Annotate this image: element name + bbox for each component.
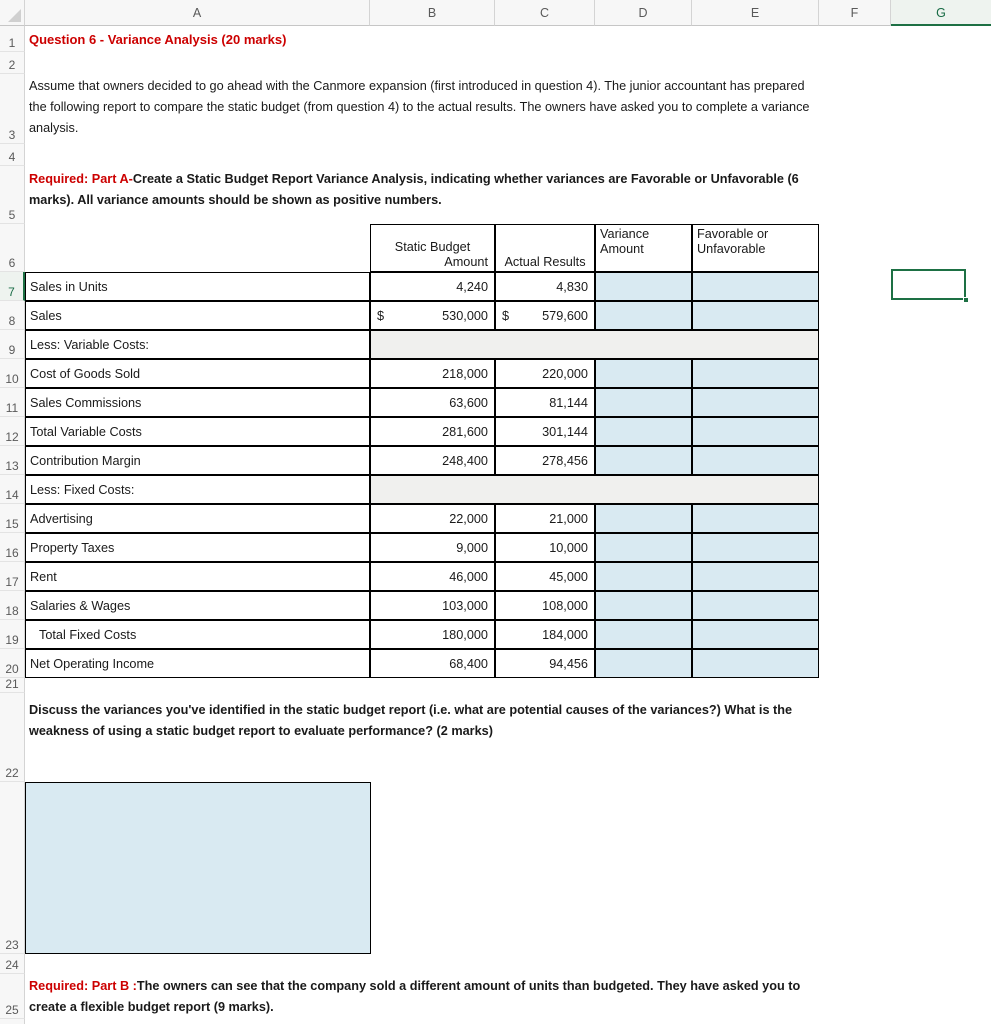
row-header-21[interactable]: 21	[0, 678, 25, 693]
cell-variance-input[interactable]	[595, 359, 692, 388]
row-header-3[interactable]: 3	[0, 74, 25, 144]
active-cell-g7[interactable]	[891, 269, 966, 300]
cell-fav-input[interactable]	[692, 272, 819, 301]
column-header-g-label: G	[936, 6, 946, 20]
variance-line1: Variance	[600, 227, 650, 241]
column-header-d-label: D	[638, 6, 648, 20]
table-row[interactable]: Total Variable Costs	[25, 417, 370, 446]
table-row[interactable]: Sales	[25, 301, 370, 330]
table-row[interactable]: Sales Commissions	[25, 388, 370, 417]
column-header-c[interactable]	[495, 0, 595, 26]
row-header-14[interactable]: 14	[0, 475, 25, 504]
column-header-d[interactable]	[595, 0, 692, 26]
currency-symbol: $	[377, 308, 385, 323]
row-header-12[interactable]: 12	[0, 417, 25, 446]
cell-actual[interactable]: 301,144	[495, 417, 595, 446]
cell-budget[interactable]: 63,600	[370, 388, 495, 417]
table-header-variance-amount[interactable]	[595, 224, 692, 272]
select-all-triangle-icon	[8, 9, 21, 22]
row-header-18[interactable]: 18	[0, 591, 25, 620]
cell-actual[interactable]: 94,456	[495, 649, 595, 678]
cell-variance-input[interactable]	[595, 301, 692, 330]
cell-fav-input[interactable]	[692, 301, 819, 330]
cell-fav-input[interactable]	[692, 446, 819, 475]
cell-section-spacer[interactable]	[370, 475, 819, 504]
row-header-2[interactable]: 2	[0, 52, 25, 74]
table-header-actual-results[interactable]	[495, 224, 595, 272]
cell-variance-input[interactable]	[595, 533, 692, 562]
cell-variance-input[interactable]	[595, 417, 692, 446]
column-header-f-label: F	[850, 6, 859, 20]
table-row[interactable]: Advertising	[25, 504, 370, 533]
row-header-8[interactable]: 8	[0, 301, 25, 330]
fav-line2: Unfavorable	[697, 241, 766, 256]
cell-actual[interactable]: 220,000	[495, 359, 595, 388]
cell-actual[interactable]: 4,830	[495, 272, 595, 301]
cell-budget[interactable]: 68,400	[370, 649, 495, 678]
row-header-17[interactable]: 17	[0, 562, 25, 591]
cell-budget[interactable]: 281,600	[370, 417, 495, 446]
cell-a3-intro[interactable]	[29, 74, 819, 144]
column-header-c-label: C	[539, 6, 550, 20]
variance-line2: Amount	[600, 241, 644, 256]
currency-symbol: $	[502, 308, 510, 323]
row-header-24[interactable]: 24	[0, 954, 25, 974]
table-row[interactable]: Cost of Goods Sold	[25, 359, 370, 388]
cell-fav-input[interactable]	[692, 359, 819, 388]
table-row[interactable]: Rent	[25, 562, 370, 591]
part-b-label: Required: Part B :	[29, 979, 137, 993]
row-header-11[interactable]: 11	[0, 388, 25, 417]
row-header-15[interactable]: 15	[0, 504, 25, 533]
cell-actual[interactable]: 108,000	[495, 591, 595, 620]
column-header-e-label: E	[750, 6, 760, 20]
column-header-g[interactable]	[891, 0, 991, 26]
part-a-text: Create a Static Budget Report Variance Analysis, indicating whether variances are Favorable or Unfavorable (6 marks). All variance amounts should be shown as positive numbers.	[29, 172, 799, 207]
cell-variance-input[interactable]	[595, 388, 692, 417]
table-row[interactable]: Contribution Margin	[25, 446, 370, 475]
cell-a1-title[interactable]	[29, 26, 729, 52]
fav-line1: Favorable or	[697, 227, 769, 241]
cell-variance-input[interactable]	[595, 620, 692, 649]
column-header-a[interactable]	[25, 0, 370, 26]
table-row[interactable]: Property Taxes	[25, 533, 370, 562]
cell-a25-part-b[interactable]	[29, 974, 819, 1024]
row-header-4[interactable]: 4	[0, 144, 25, 166]
cell-actual[interactable]: 184,000	[495, 620, 595, 649]
cell-actual[interactable]: 10,000	[495, 533, 595, 562]
column-header-a-label: A	[192, 6, 202, 20]
cell-budget[interactable]: 4,240	[370, 272, 495, 301]
cell-fav-input[interactable]	[692, 417, 819, 446]
cell-actual[interactable]: 21,000	[495, 504, 595, 533]
intro-paragraph: Assume that owners decided to go ahead with the Canmore expansion (first introduced in question 4). The junior accountant has prepared the following report to compare the static budget (from question 4) to the actual results. The owners have asked you to complete a variance analysis.	[29, 79, 810, 135]
column-header-b-label: B	[427, 6, 437, 20]
cell-area	[25, 26, 991, 1024]
question-title: Question 6 - Variance Analysis (20 marks)	[29, 31, 287, 47]
table-header-favorable-unfavorable[interactable]	[692, 224, 819, 272]
cell-actual[interactable]: $ 579,600	[495, 301, 595, 330]
table-row[interactable]: Salaries & Wages	[25, 591, 370, 620]
row-header-6[interactable]: 6	[0, 224, 25, 272]
cell-budget[interactable]: 103,000	[370, 591, 495, 620]
cell-variance-input[interactable]	[595, 591, 692, 620]
cell-actual[interactable]: 45,000	[495, 562, 595, 591]
static-budget-line2: Amount	[444, 254, 488, 269]
cell-budget[interactable]: $ 530,000	[370, 301, 495, 330]
cell-fav-input[interactable]	[692, 620, 819, 649]
cell-variance-input[interactable]	[595, 272, 692, 301]
column-header-b[interactable]	[370, 0, 495, 26]
cell-budget[interactable]: 9,000	[370, 533, 495, 562]
cell-budget[interactable]: 218,000	[370, 359, 495, 388]
cell-fav-input[interactable]	[692, 649, 819, 678]
part-a-label: Required: Part A-	[29, 172, 133, 186]
column-header-e[interactable]	[692, 0, 819, 26]
cell-actual[interactable]: 278,456	[495, 446, 595, 475]
select-all-button[interactable]	[0, 0, 25, 26]
cell-budget[interactable]: 46,000	[370, 562, 495, 591]
static-budget-line1: Static Budget	[394, 240, 471, 254]
cell-budget[interactable]: 248,400	[370, 446, 495, 475]
cell-a5-part-a[interactable]	[29, 167, 823, 225]
cell-a22-discussion[interactable]	[29, 697, 809, 757]
discussion-prompt: Discuss the variances you've identified in the static budget report (i.e. what are potential causes of the variances?) What is the weakness of using a static budget report to evaluate performance? (2 marks)	[29, 703, 793, 738]
actual-results-label: Actual Results	[504, 254, 586, 269]
row-header-13[interactable]: 13	[0, 446, 25, 475]
table-row[interactable]: Net Operating Income	[25, 649, 370, 678]
cell-variance-input[interactable]	[595, 446, 692, 475]
cell-fav-input[interactable]	[692, 388, 819, 417]
cell-actual[interactable]: 81,144	[495, 388, 595, 417]
cell-budget[interactable]: 22,000	[370, 504, 495, 533]
cell-variance-input[interactable]	[595, 562, 692, 591]
row-header-22[interactable]: 22	[0, 693, 25, 782]
row-header-9[interactable]: 9	[0, 330, 25, 359]
table-row[interactable]: Less: Variable Costs:	[25, 330, 370, 359]
cell-fav-input[interactable]	[692, 591, 819, 620]
cell-fav-input[interactable]	[692, 562, 819, 591]
column-header-f[interactable]	[819, 0, 891, 26]
table-row[interactable]: Less: Fixed Costs:	[25, 475, 370, 504]
row-header-23[interactable]: 23	[0, 782, 25, 954]
table-row[interactable]: Sales in Units	[25, 272, 370, 301]
cell-fav-input[interactable]	[692, 504, 819, 533]
row-header-1[interactable]: 1	[0, 26, 25, 52]
row-header-20[interactable]: 20	[0, 649, 25, 678]
cell-variance-input[interactable]	[595, 649, 692, 678]
row-header-19[interactable]: 19	[0, 620, 25, 649]
cell-fav-input[interactable]	[692, 533, 819, 562]
part-b-text: The owners can see that the company sold a different amount of units than budgeted. They have asked you to create a flexible budget report (9 marks).	[29, 979, 801, 1014]
fill-handle[interactable]	[963, 297, 969, 303]
row-header-16[interactable]: 16	[0, 533, 25, 562]
cell-section-spacer[interactable]	[370, 330, 819, 359]
answer-input-box[interactable]	[25, 782, 371, 954]
row-header-10[interactable]: 10	[0, 359, 25, 388]
row-header-25[interactable]: 25	[0, 974, 25, 1019]
row-header-5[interactable]: 5	[0, 166, 25, 224]
table-header-static-budget[interactable]	[370, 224, 495, 272]
cell-variance-input[interactable]	[595, 504, 692, 533]
cell-budget[interactable]: 180,000	[370, 620, 495, 649]
row-header-7[interactable]: 7	[0, 272, 25, 301]
table-row[interactable]: Total Fixed Costs	[25, 620, 370, 649]
